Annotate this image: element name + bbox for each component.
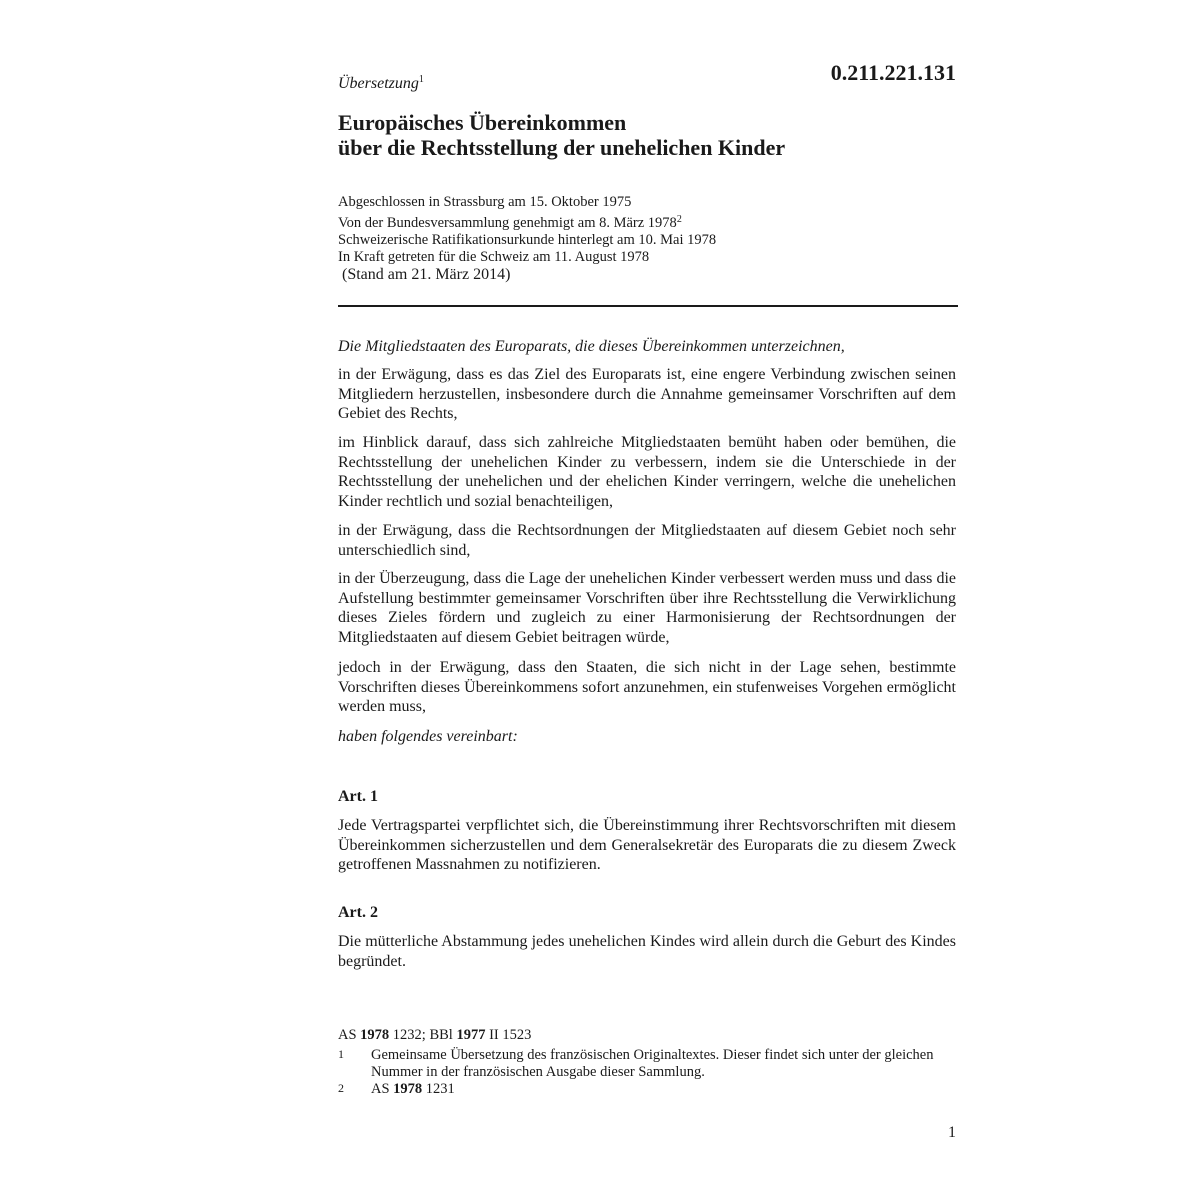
ref-as-year: 1978 [360,1027,390,1043]
meta-concluded: Abgeschlossen in Strassburg am 15. Oktober 1975 [338,194,632,210]
page-number: 1 [948,1124,956,1141]
fn2-prefix: AS [371,1081,394,1097]
footnote-marker-2[interactable]: 2 [676,214,682,225]
horizontal-divider [338,305,958,307]
status-date: (Stand am 21. März 2014) [342,266,511,283]
sr-number: 0.211.221.131 [830,60,956,85]
footnote-marker-1[interactable]: 1 [418,74,424,85]
footnote-text [371,1081,956,1098]
meta-approved-text: Von der Bundesversammlung genehmigt am 8. März 1978 [338,215,677,231]
preamble-paragraph: jedoch in der Erwägung, dass den Staaten, die sich nicht in der Lage sehen, bestimmte Vorschriften dieses Übereinkommens sofort anzunehmen, ein stufenweises Vorgehen ermöglicht werden muss, [338,659,956,716]
footnote-number: 1 [338,1047,344,1061]
fn2-page: 1231 [422,1081,455,1097]
document-title [338,110,958,160]
meta-deposited: Schweizerische Ratifikationsurkunde hinterlegt am 10. Mai 1978 [338,232,717,248]
article-text: Die mütterliche Abstammung jedes unehelichen Kindes wird allein durch die Geburt des Kindes begründet. [338,933,956,970]
ref-bbl-year: 1977 [456,1027,486,1043]
footnote-number: 2 [338,1081,344,1095]
meta-block [338,194,958,266]
preamble-paragraph: in der Erwägung, dass die Rechtsordnungen der Mitgliedstaaten auf diesem Gebiet noch sehr unterschiedlich sind, [338,522,956,559]
preamble-paragraph: in der Erwägung, dass es das Ziel des Europarats ist, eine engere Verbindung zwischen seinen Mitgliedern herzustellen, insbesondere durch die Annahme gemeinsamer Vorschriften auf dem Gebiet des Rechts, [338,366,956,423]
meta-approved [338,211,958,232]
article-heading: Art. 2 [338,904,378,921]
fn2-year: 1978 [393,1081,423,1097]
preamble-paragraph: in der Überzeugung, dass die Lage der unehelichen Kinder verbessert werden muss und dass die Aufstellung bestimmter gemeinsamer Vorschriften über ihre Rechtsstellung die Verwirklichung dieses Zieles fördern und zugleich zu einer Harmonisierung der Rechtsordnungen der Mitgliedstaaten auf diesem Gebiet beitragen würde, [338,570,956,646]
translation-label-text: Übersetzung [338,75,419,92]
preamble-paragraph: im Hinblick darauf, dass sich zahlreiche Mitgliedstaaten bemüht haben oder bemühen, die Rechtsstellung der unehelichen Kinder zu verbessern, indem sie die Unterschiede in der Rechtsstellung der unehelichen und der ehelichen Kinder verringern, welche die unehelichen Kinder rechtlich und sozial benachteiligen, [338,434,956,510]
preamble-intro: Die Mitgliedstaaten des Europarats, die dieses Übereinkommen unterzeichnen, [338,338,845,355]
title-line-2: über die Rechtsstellung der unehelichen Kinder [338,135,786,160]
ref-as-page: 1232; BBl [389,1027,457,1043]
official-collection-reference [338,1027,531,1044]
ref-bbl-page: II 1523 [485,1027,532,1043]
meta-in-force: In Kraft getreten für die Schweiz am 11. August 1978 [338,249,650,265]
article-heading: Art. 1 [338,788,378,805]
article-text: Jede Vertragspartei verpflichtet sich, die Übereinstimmung ihrer Rechtsvorschriften mit diesem Übereinkommen sicherzustellen und dem Generalsekretär des Europarats die zu diesem Zweck getroffenen Massnahmen zu notifizieren. [338,817,956,874]
translation-label [338,74,424,93]
ref-as-prefix: AS [338,1027,361,1043]
title-line-1: Europäisches Übereinkommen [338,110,627,135]
preamble-closing: haben folgendes vereinbart: [338,728,518,745]
footnote-text: Gemeinsame Übersetzung des französischen Originaltextes. Dieser findet sich unter der gleichen Nummer in der französischen Ausgabe dieser Sammlung. [371,1047,934,1080]
